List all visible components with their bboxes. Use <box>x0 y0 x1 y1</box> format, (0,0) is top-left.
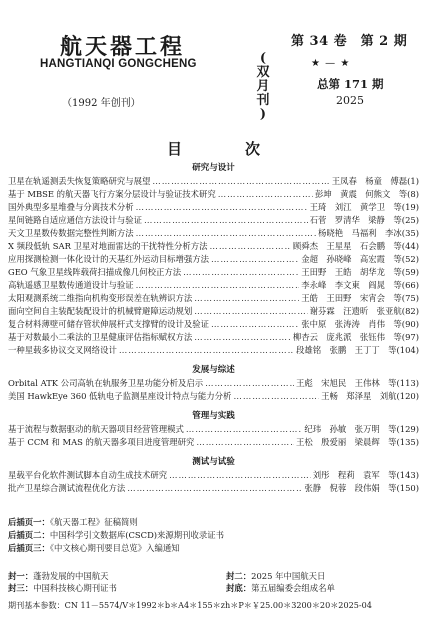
issue-year: 2025 <box>336 94 364 107</box>
leader-dots <box>205 377 294 390</box>
entry-authors: 彭坤 黄震 何熊文 等 <box>315 189 408 199</box>
journal-title-en: HANGTIANQI GONGCHENG <box>40 58 197 70</box>
leader-dots <box>233 390 319 403</box>
frequency-char: 刊 <box>256 93 270 108</box>
entry-title: 基于 CCM 和 MAS 的航天器多项目进度管理研究 <box>8 437 195 447</box>
entry-authors: 王松 殷爱丽 梁晨辉 等 <box>295 437 397 447</box>
entry-page: (135) <box>396 437 419 447</box>
entry-title: 太阳观测系统二维指向机构变形误差在轨辨识方法 <box>8 293 193 303</box>
entry-authors: 张静 倪蓉 段伟娟 等 <box>304 483 397 493</box>
entry-authors: 刘彤 程莉 袁军 等 <box>312 470 397 480</box>
cover-item <box>8 570 226 582</box>
volume-issue: 第 34 卷 第 2 期 <box>291 34 408 49</box>
entry-title: 美国 HawkEye 360 低轨电子监测星座设计特点与能力分析 <box>8 391 232 401</box>
cover-text: 蓬勃发展的中国航天 <box>33 571 109 581</box>
toc-entry[interactable] <box>8 469 419 482</box>
entry-page: (1) <box>407 176 419 186</box>
leader-dots <box>218 188 313 201</box>
entry-title: 基于流程与数据驱动的航天器项目经营管理模式 <box>8 424 184 434</box>
cover-label: 封一： <box>8 571 34 581</box>
entry-title: 基于 MBSE 的航天器飞行方案分层设计与验证技术研究 <box>8 189 216 199</box>
entry-authors: 杨晓艳 马福利 李冰 <box>318 228 402 238</box>
toc-entry[interactable] <box>8 266 419 279</box>
entry-page: (44) <box>401 241 419 251</box>
cover-text: 中国科技核心期刊证书 <box>33 583 117 593</box>
entry-authors: 段雄铭 张鹏 王丁丁 等 <box>295 345 397 355</box>
entry-title: 星载平台化软件测试脚本自动生成技术研究 <box>8 470 168 480</box>
cover-item <box>226 570 325 582</box>
entry-page: (52) <box>401 254 419 264</box>
cover-label: 封二： <box>226 571 252 581</box>
toc-entry[interactable] <box>8 188 419 201</box>
entry-title: GEO 气象卫星线阵载荷扫描成像几何校正方法 <box>8 267 182 277</box>
entry-authors: 王琦 刘江 黄学卫 等 <box>309 202 402 212</box>
entry-authors: 王彪 宋旭民 王伟林 等 <box>295 378 397 388</box>
insert-text: 《中文核心期刊要目总览》入编通知 <box>49 543 180 553</box>
cover-label: 封三： <box>8 583 34 593</box>
leader-dots <box>127 482 302 495</box>
entry-authors: 李永峰 李文東 阎晁 等 <box>301 280 402 290</box>
insert-line <box>8 516 224 529</box>
toc-entry[interactable] <box>8 305 419 318</box>
toc-entry[interactable] <box>8 377 419 390</box>
toc-entry[interactable] <box>8 318 419 331</box>
leader-dots <box>211 253 299 266</box>
cover-item <box>8 582 226 594</box>
toc-entry[interactable] <box>8 201 419 214</box>
entry-page: (82) <box>401 306 419 316</box>
cover-text: 2025 年中国航天日 <box>251 571 326 581</box>
leader-dots <box>136 201 308 214</box>
entry-page: (59) <box>401 267 419 277</box>
leader-dots <box>210 240 291 253</box>
entry-title: 基于对数最小二乘法的卫星健康评估指标赋权方法 <box>8 332 193 342</box>
insert-text: 中国科学引文数据库(CSCD)来源期刊收录证书 <box>49 530 225 540</box>
cover-label: 封底： <box>226 583 252 593</box>
toc-entry[interactable] <box>8 344 419 357</box>
entry-page: (35) <box>401 228 419 238</box>
founded-note: （1992 年创刊） <box>62 98 141 109</box>
frequency-char: ) <box>259 107 267 122</box>
frequency-char: 月 <box>256 79 270 94</box>
leader-dots <box>152 175 329 188</box>
insert-label: 后插页一： <box>8 517 50 527</box>
entry-title: 卫星在轨遥测丢失恢复策略研究与展望 <box>8 176 151 186</box>
leader-dots <box>211 318 299 331</box>
entry-title: 面向空间自主装配装配设计的机械臂避障运动规划 <box>8 306 193 316</box>
entry-page: (75) <box>401 293 419 303</box>
insert-line <box>8 529 224 542</box>
leader-dots <box>194 292 299 305</box>
journal-title-cn: 航天器工程 <box>60 34 186 60</box>
leader-dots <box>119 344 294 357</box>
toc-entry[interactable] <box>8 214 419 227</box>
entry-authors: 金超 孙晓峰 高宏霞 等 <box>301 254 402 264</box>
insert-pages <box>8 516 224 555</box>
entry-title: 复合材料薄壁可储存管状伸展杆式支撑臂的设计及验证 <box>8 319 209 329</box>
entry-title: 批产卫星综合测试流程优化方法 <box>8 483 126 493</box>
entry-authors: 柳杏云 庞兆派 张钰伟 等 <box>292 332 402 342</box>
leader-dots <box>194 331 291 344</box>
entry-page: (143) <box>396 470 419 480</box>
leader-dots <box>136 227 316 240</box>
entry-page: (120) <box>396 391 419 401</box>
toc-entry[interactable] <box>8 292 419 305</box>
toc-entry[interactable] <box>8 279 419 292</box>
section-heading: 发展与综述 <box>192 365 235 375</box>
entry-page: (129) <box>396 424 419 434</box>
toc-entry[interactable] <box>8 436 419 449</box>
toc-entry[interactable] <box>8 253 419 266</box>
entry-title: 一种星载多协议交叉网络设计 <box>8 345 117 355</box>
entry-page: (19) <box>401 202 419 212</box>
entry-authors: 顾舜杰 王星星 石会鹏 等 <box>292 241 402 251</box>
entry-title: 星间链路自适应通信方法设计与验证 <box>8 215 142 225</box>
toc-entry[interactable] <box>8 331 419 344</box>
entry-page: (66) <box>401 280 419 290</box>
leader-dots <box>194 305 307 318</box>
entry-page: (8) <box>407 189 419 199</box>
entry-authors: 石菅 罗清华 梁静 等 <box>309 215 402 225</box>
toc-entry[interactable] <box>8 482 419 495</box>
leader-dots <box>196 436 294 449</box>
toc-title: 目 次 <box>166 140 284 158</box>
toc-entry[interactable] <box>8 390 419 403</box>
cover-pages <box>8 570 419 594</box>
entry-page: (97) <box>401 332 419 342</box>
entry-authors: 张中原 张涛涛 肖伟 等 <box>301 319 402 329</box>
toc-entry[interactable] <box>8 240 419 253</box>
entry-page: (25) <box>401 215 419 225</box>
leader-dots <box>183 266 299 279</box>
entry-authors: 王凤春 杨童 傅磊 <box>331 176 408 186</box>
entry-page: (104) <box>396 345 419 355</box>
entry-title: 天文卫星数传数据完整性判断方法 <box>8 228 134 238</box>
entry-title: X 频段低轨 SAR 卫星对地面雷达的干扰特性分析方法 <box>8 241 208 251</box>
entry-page: (113) <box>396 378 419 388</box>
toc-entry[interactable] <box>8 175 419 188</box>
star-ornament: ★ — ★ <box>311 58 351 69</box>
table-of-contents <box>8 161 419 495</box>
journal-parameters: 期刊基本参数：CN 11－5574/V＊1992＊b＊A4＊155＊zh＊P＊￥25.00＊3200＊20＊2025-04 <box>8 600 372 610</box>
section-heading: 管理与实践 <box>192 411 235 421</box>
total-issue: 总第 171 期 <box>317 77 384 91</box>
entry-title: 高轨遥感卫星数传通道设计与验证 <box>8 280 134 290</box>
cover-item <box>226 582 335 594</box>
entry-authors: 纪玮 孙敏 张万明 等 <box>304 424 397 434</box>
toc-entry[interactable] <box>8 423 419 436</box>
entry-authors: 王田野 王皓 胡华龙 等 <box>301 267 402 277</box>
insert-line <box>8 542 224 555</box>
leader-dots <box>169 469 311 482</box>
insert-label: 后插页二： <box>8 530 50 540</box>
entry-authors: 谢芬霖 汪遗昕 张亚航 <box>309 306 402 316</box>
entry-title: 应用探测检测一体化设计的天基红外运动目标增强方法 <box>8 254 209 264</box>
frequency-char: 双 <box>256 65 270 80</box>
section-heading: 研究与设计 <box>192 163 235 173</box>
leader-dots <box>144 214 308 227</box>
entry-page: (150) <box>396 483 419 493</box>
cover-text: 第五届编委会组成名单 <box>251 583 335 593</box>
toc-entry[interactable] <box>8 227 419 240</box>
insert-text: 《航天器工程》征稿简则 <box>49 517 138 527</box>
entry-page: (90) <box>401 319 419 329</box>
entry-title: Orbital ATK 公司高轨在轨服务卫星功能分析及启示 <box>8 378 204 388</box>
entry-title: 国外典型多星堆叠与分离技术分析 <box>8 202 134 212</box>
frequency-char: ( <box>259 51 267 66</box>
entry-authors: 王畅 郑泽星 刘航 <box>321 391 397 401</box>
insert-label: 后插页三： <box>8 543 50 553</box>
leader-dots <box>136 279 300 292</box>
frequency-label <box>253 52 273 122</box>
leader-dots <box>186 423 302 436</box>
section-heading: 测试与试验 <box>192 457 235 467</box>
entry-authors: 王皓 王田野 宋宵会 等 <box>301 293 402 303</box>
